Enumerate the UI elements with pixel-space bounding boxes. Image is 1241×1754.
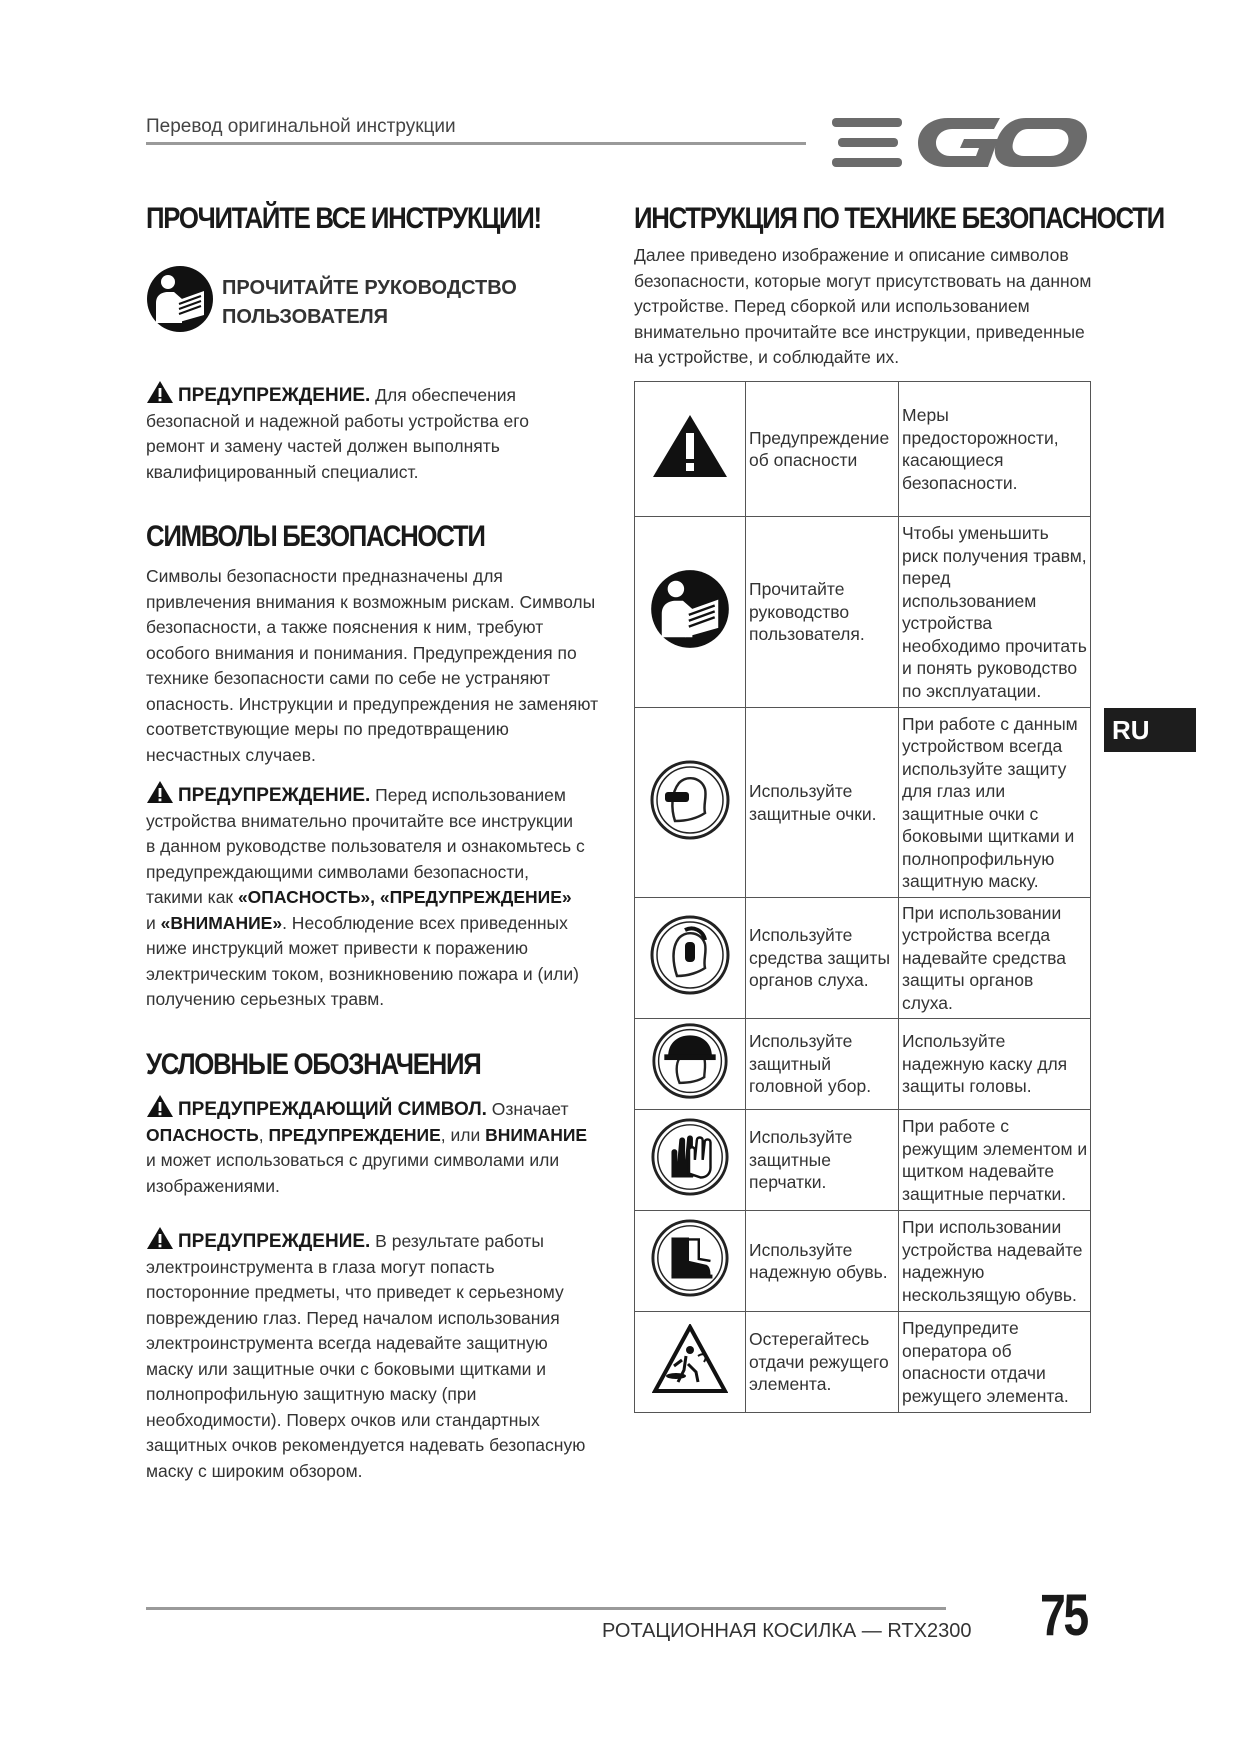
- table-icon-cell: [635, 382, 746, 517]
- table-symbol-desc: Чтобы уменьшить риск получения травм, перед использованием устройства необходимо прочитать и понять руководство по эксплуатации.: [899, 517, 1091, 708]
- table-icon-cell: [635, 1312, 746, 1413]
- language-tab: RU: [1104, 708, 1196, 752]
- table-row: [635, 1019, 1091, 1110]
- warning-read-instructions: [146, 780, 586, 1013]
- table-icon-cell: [635, 708, 746, 898]
- table-icon-cell: [635, 1211, 746, 1312]
- warning-triangle-icon: [146, 1094, 174, 1118]
- table-symbol-name: Прочитайте руководство пользователя.: [746, 517, 899, 708]
- warning-bold: ВНИМАНИЕ: [485, 1124, 588, 1145]
- table-symbol-name: Используйте защитные перчатки.: [746, 1110, 899, 1211]
- safety-symbols-table: [634, 381, 1091, 1413]
- warning-text: Означает: [486, 1099, 569, 1119]
- table-symbol-name: Используйте средства защиты органов слуха.: [746, 898, 899, 1019]
- header-divider: [146, 142, 806, 145]
- table-icon-cell: [635, 517, 746, 708]
- footer-product: РОТАЦИОННАЯ КОСИЛКА — RTX2300: [602, 1620, 972, 1642]
- warning-bold: «ВНИМАНИЕ»: [160, 912, 283, 933]
- warning-text: . Несоблюдение всех приведенных ниже инструкций может привести к поражению электрическим током, возникновению пожара и (или) получению серьезных травм.: [146, 912, 579, 1009]
- hard-hat-icon: [651, 1022, 729, 1100]
- warning-lead: ПРЕДУПРЕЖДЕНИЕ.: [178, 1231, 371, 1252]
- warning-eye-protection: [146, 1226, 596, 1484]
- table-row: [635, 382, 1091, 517]
- warning-symbol-definition: [146, 1094, 592, 1199]
- conventions-title: УСЛОВНЫЕ ОБОЗНАЧЕНИЯ: [146, 1048, 481, 1081]
- warning-text: Перед использованием устройства внимательно прочитайте все инструкции в данном руководстве пользователя и ознакомьтесь с предупреждающими символами безопасности, такими как: [146, 785, 585, 907]
- table-icon-cell: [635, 898, 746, 1019]
- warning-repair: [146, 380, 566, 485]
- warning-text: Для обеспечения безопасной и надежной работы устройства его ремонт и замену частей должен выполнять квалифицированный специалист.: [146, 385, 530, 482]
- read-manual-label: ПРОЧИТАЙТЕ РУКОВОДСТВО ПОЛЬЗОВАТЕЛЯ: [222, 277, 517, 328]
- warning-text: и: [146, 912, 161, 933]
- ego-logo: [830, 112, 1090, 174]
- warning-triangle-icon: [146, 1226, 174, 1250]
- table-symbol-desc: Используйте надежную каску для защиты головы.: [899, 1019, 1091, 1110]
- warning-lead: ПРЕДУПРЕЖДАЮЩИЙ СИМВОЛ.: [178, 1099, 487, 1120]
- warning-bold: «ОПАСНОСТЬ», «ПРЕДУПРЕЖДЕНИЕ»: [237, 887, 572, 907]
- warning-bold: ПРЕДУПРЕЖДЕНИЕ: [268, 1124, 441, 1145]
- read-all-title: ПРОЧИТАЙТЕ ВСЕ ИНСТРУКЦИИ!: [146, 202, 541, 235]
- warning-text: ,: [258, 1124, 269, 1145]
- gloves-icon: [650, 1117, 730, 1197]
- safety-instructions-title: ИНСТРУКЦИЯ ПО ТЕХНИКЕ БЕЗОПАСНОСТИ: [634, 202, 1164, 235]
- read-manual-callout: [146, 262, 586, 336]
- table-row: [635, 1110, 1091, 1211]
- read-manual-icon: [650, 569, 730, 649]
- table-row: [635, 1211, 1091, 1312]
- table-symbol-name: Используйте надежную обувь.: [746, 1211, 899, 1312]
- table-row: [635, 517, 1091, 708]
- warning-lead: ПРЕДУПРЕЖДЕНИЕ.: [178, 385, 371, 406]
- table-symbol-name: Используйте защитный головной убор.: [746, 1019, 899, 1110]
- table-row: [635, 708, 1091, 898]
- table-symbol-desc: При работе с данным устройством всегда используйте защиту для глаз или защитные очки с боковыми щитками и полнопрофильную защитную маску.: [899, 708, 1091, 898]
- safety-symbols-title: СИМВОЛЫ БЕЗОПАСНОСТИ: [146, 520, 485, 553]
- table-symbol-name: Остерегайтесь отдачи режущего элемента.: [746, 1312, 899, 1413]
- safety-symbols-text: Символы безопасности предназначены для привлечения внимания к возможным рискам. Символы безопасности, а также пояснения к ним, требуют особого внимания и понимания. Предупреждения по технике безопасности сами по себе не устраняют опасность. Инструкции и предупреждения не заменяют соответствующие меры по предотвращению несчастных случаев.: [146, 566, 599, 765]
- table-symbol-desc: При использовании устройства надевайте надежную нескользящую обувь.: [899, 1211, 1091, 1312]
- table-symbol-desc: Меры предосторожности, касающиеся безопасности.: [899, 382, 1091, 517]
- safety-boots-icon: [650, 1218, 730, 1298]
- table-symbol-desc: Предупредите оператора об опасности отдачи режущего элемента.: [899, 1312, 1091, 1413]
- header-subtitle: Перевод оригинальной инструкции: [146, 116, 456, 137]
- read-manual-icon: [146, 265, 214, 333]
- safety-glasses-icon: [649, 759, 731, 841]
- warning-text: и может использоваться с другими символами или изображениями.: [146, 1150, 560, 1196]
- warning-triangle-icon: [146, 780, 174, 804]
- warning-text: В результате работы электроинструмента в глаза могут попасть посторонние предметы, что приведет к серьезному повреждению глаз. Перед началом использования электроинструмента всегда надевайте защитную маску или защитные очки с боковыми щитками и полнопрофильную защитную маску (при необходимости). Поверх очков или стандартных защитных очков рекомендуется надевать безопасную маску с широким обзором.: [146, 1231, 586, 1481]
- table-symbol-desc: При использовании устройства всегда надевайте средства защиты органов слуха.: [899, 898, 1091, 1019]
- table-symbol-name: Предупреждение об опасности: [746, 382, 899, 517]
- table-row: [635, 898, 1091, 1019]
- table-symbol-name: Используйте защитные очки.: [746, 708, 899, 898]
- page-number: 75: [1040, 1583, 1087, 1648]
- warning-bold: ОПАСНОСТЬ: [146, 1124, 259, 1145]
- safety-instructions-intro: Далее приведено изображение и описание символов безопасности, которые могут присутствовать на данном устройстве. Перед сборкой или использованием внимательно прочитайте все инструкции, приведенные на устройстве, и соблюдайте их.: [634, 245, 1092, 367]
- warning-lead: ПРЕДУПРЕЖДЕНИЕ.: [178, 785, 371, 806]
- warning-triangle-icon: [146, 380, 174, 404]
- table-row: [635, 1312, 1091, 1413]
- table-icon-cell: [635, 1110, 746, 1211]
- blade-thrust-icon: [652, 1324, 728, 1394]
- warning-text: , или: [440, 1124, 486, 1145]
- table-icon-cell: [635, 1019, 746, 1110]
- table-symbol-desc: При работе с режущим элементом и щитком надевайте защитные перчатки.: [899, 1110, 1091, 1211]
- warning-triangle-icon: [651, 413, 729, 479]
- ear-protection-icon: [649, 914, 731, 996]
- footer-divider: [146, 1607, 946, 1610]
